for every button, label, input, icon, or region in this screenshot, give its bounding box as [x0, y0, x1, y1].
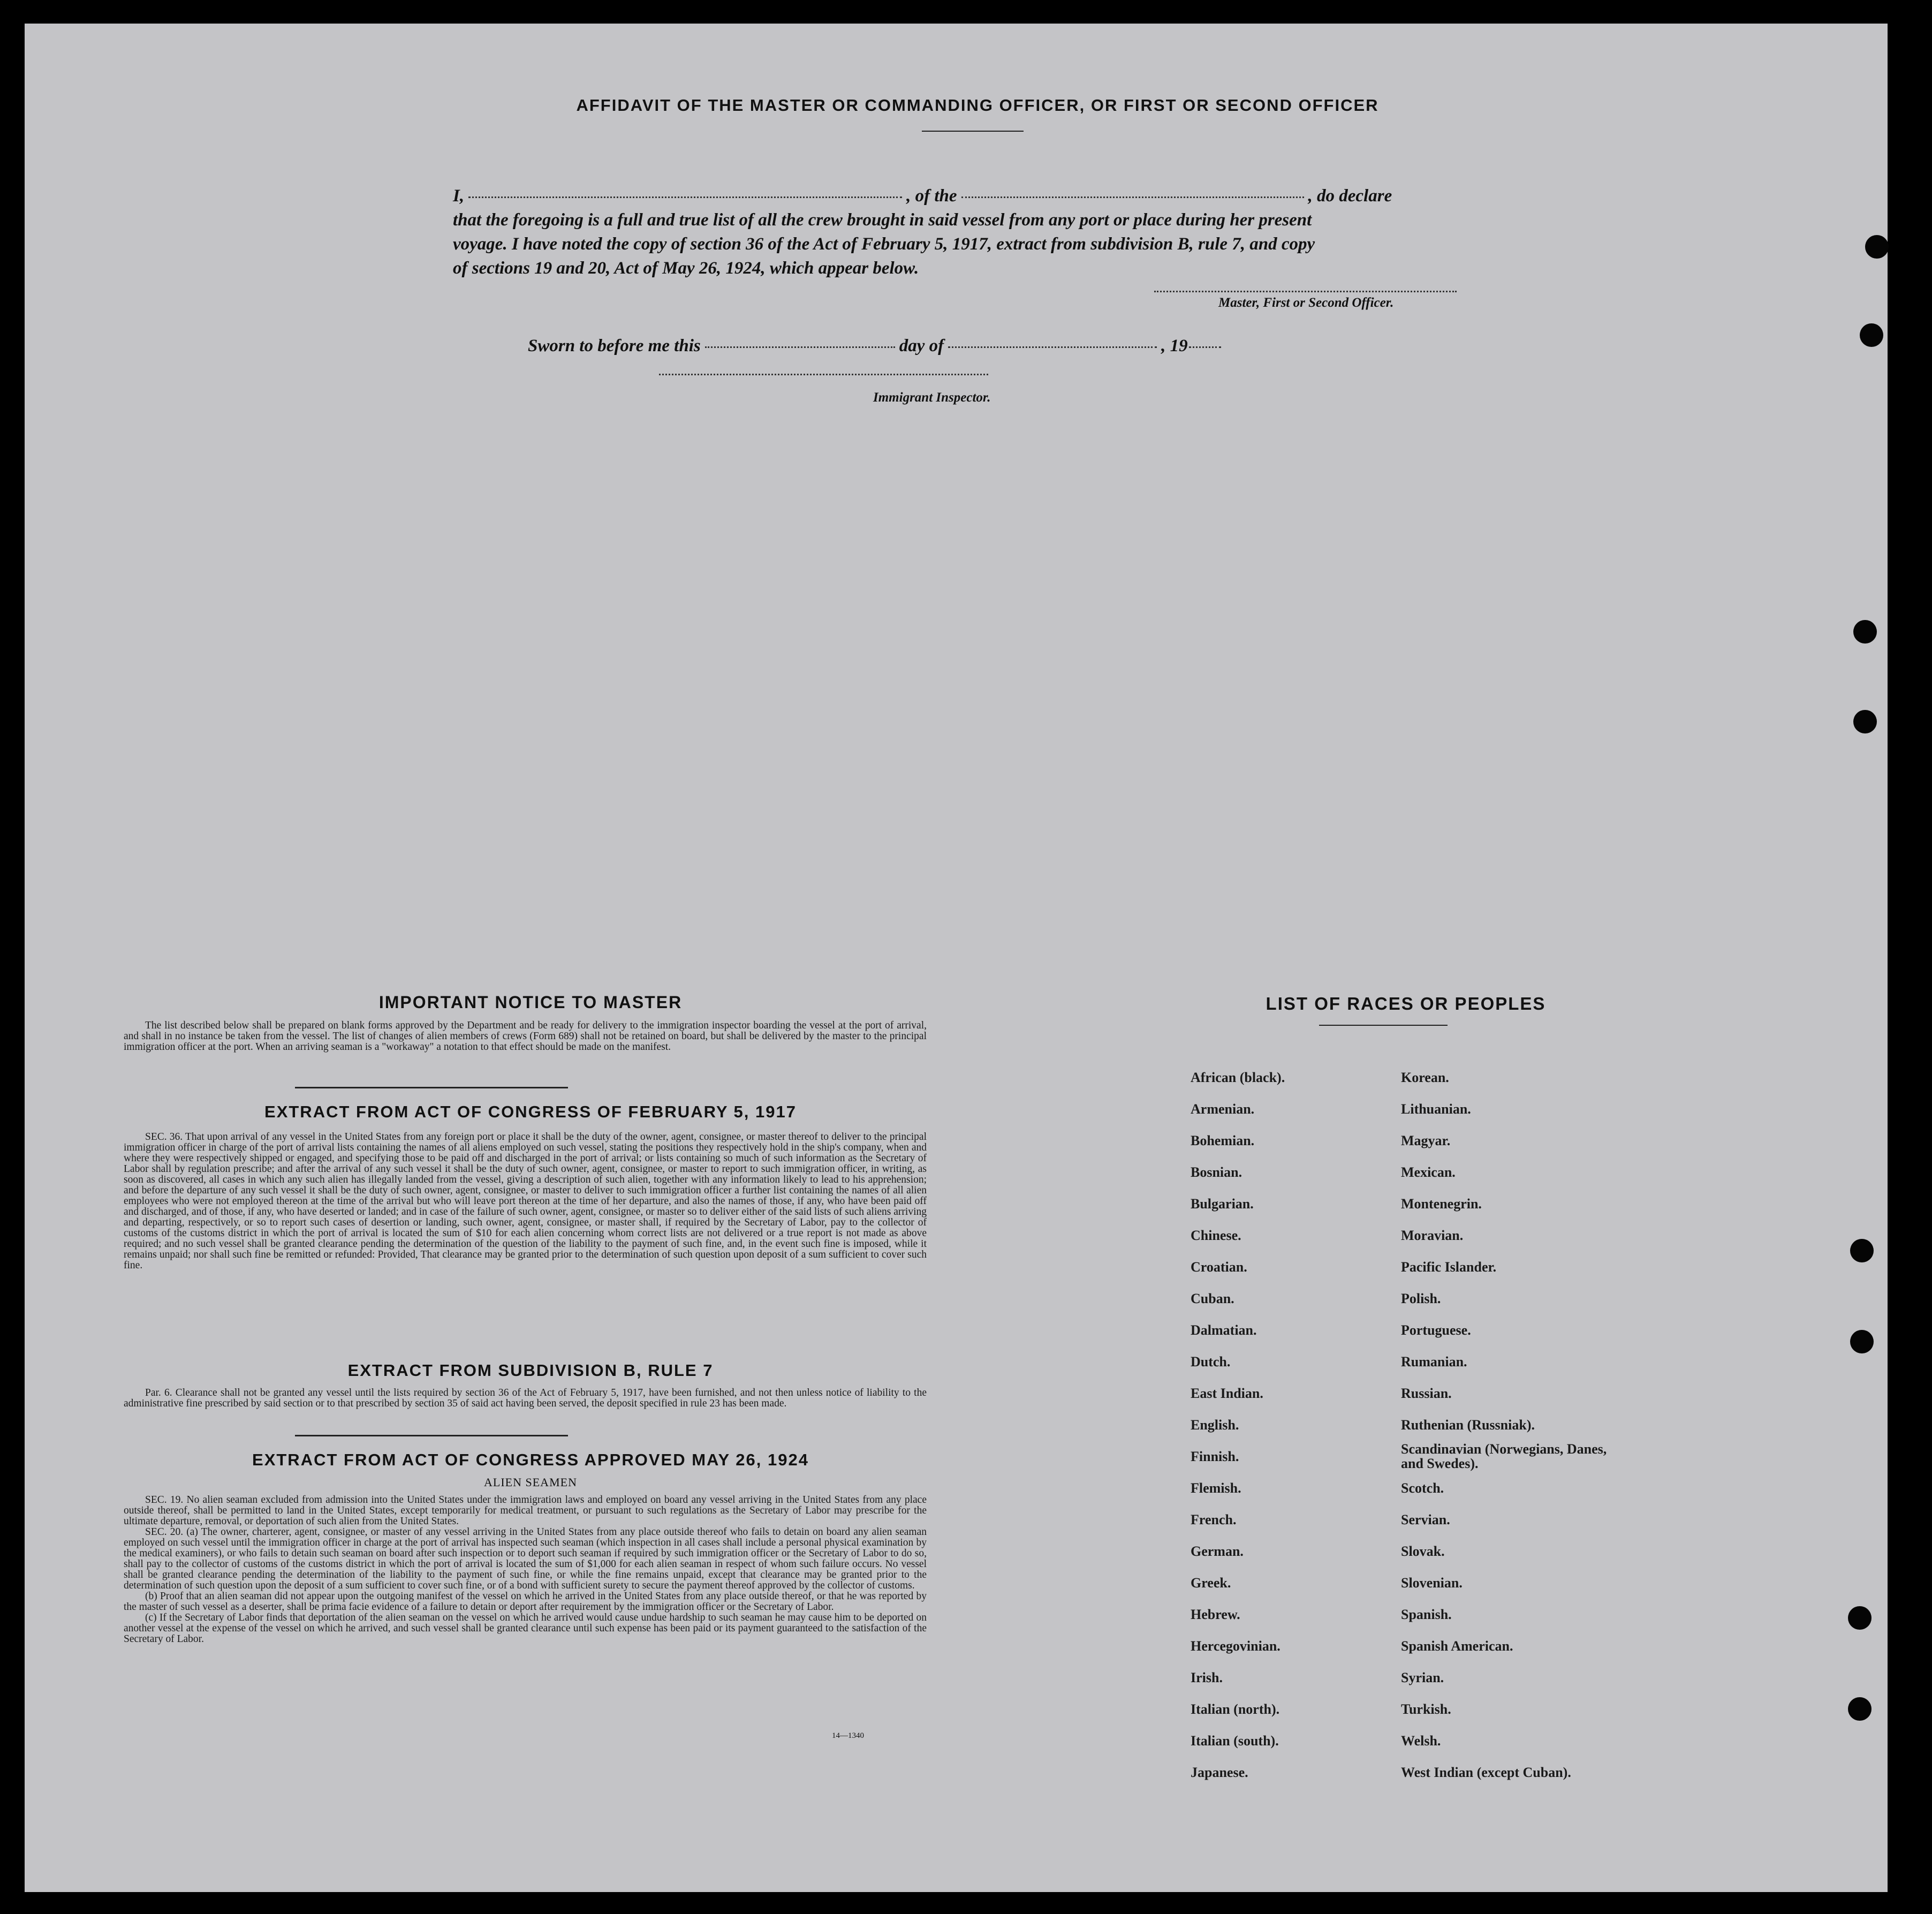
section-divider — [295, 1435, 568, 1436]
race-left: Italian (north). — [1191, 1701, 1280, 1717]
race-right: West Indian (except Cuban). — [1401, 1765, 1571, 1780]
race-right: Slovenian. — [1401, 1575, 1463, 1591]
race-right: Slovak. — [1401, 1544, 1445, 1559]
extract-1917-text: SEC. 36. That upon arrival of any vessel in the United States from any foreign port or place it shall be the duty of the owner, agent, consignee, or master thereof to deliver to the principal immigration officer in charge of the port of arrival lists containing the names of all aliens employed on such vessel, stating the positions they respectively hold in the ship's company, when and where they were respectively shipped or engaged, and specifying those to be paid off and discharged in the port of arrival; or lists containing so much of such information as the Secretary of Labor shall by regulation prescribe; and after the arrival of any such vessel it shall be the duty of such owner, agent, consignee, or master to report to such immigration officer, in writing, as soon as discovered, all cases in which any such alien has illegally landed from the vessel, giving a description of such alien, together with any information likely to lead to his apprehension; and before the departure of any such vessel it shall be the duty of such owner, agent, consignee, or master to deliver to such immigration officer a further list containing the names of all alien employees who were not employed thereon at the time of the arrival but who will leave port thereon at the time of her departure, and also the names of those, if any, who have been paid off and discharged, and of those, if any, who have deserted or landed; and in case of the failure of such owner, agent, consignee, or master so to deliver either of the said lists of such aliens arriving and departing, respectively, or so to report such cases of desertion or landing, such owner, agent, consignee, or master shall, if required by the Secretary of Labor, pay to the collector of customs of the customs district in which the port of arrival is located the sum of $10 for each alien concerning whom correct lists are not delivered or a true report is not made as above required; and no such vessel shall be granted clearance pending the determination of the question of the liability to the payment of such fine, and, in the event such fine is imposed, while it remains unpaid; nor shall such fine be remitted or refunded: Provided, That clearance may be granted prior to the determination of such question upon deposit of a sum sufficient to cover such fine. — [124, 1131, 927, 1271]
binder-hole — [1850, 1330, 1874, 1353]
race-left: Dalmatian. — [1191, 1322, 1257, 1338]
day-of-label: day of — [899, 336, 944, 355]
affidavit-line-2: that the foregoing is a full and true list of all the crew brought in said vessel from any port or place during her present — [453, 210, 1312, 230]
do-declare-label: , do declare — [1308, 186, 1392, 206]
race-right: Scandinavian (Norwegians, Danes, and Swedes). — [1401, 1441, 1607, 1471]
race-left: Armenian. — [1191, 1101, 1255, 1117]
form-number: 14—1340 — [832, 1731, 864, 1740]
race-left: French. — [1191, 1512, 1237, 1527]
race-right: Ruthenian (Russniak). — [1401, 1417, 1535, 1433]
race-left: English. — [1191, 1417, 1239, 1433]
binder-hole — [1853, 710, 1877, 733]
binder-hole — [1848, 1606, 1872, 1630]
sec20a-text: SEC. 20. (a) The owner, charterer, agent, consignee, or master of any vessel arriving in the United States from any place outside thereof who fails to detain on board any alien seaman employed on such vessel until the immigration officer in charge at the port of arrival has inspected such seaman (which inspection in all cases shall include a personal physical examination by the medical examiners), or who fails to detain such seaman on board after such inspection or to deport such seaman if required by such immigration officer or the Secretary of Labor to do so, shall pay to the collector of customs of the customs district in which the port of arrival is located the sum of $1,000 for each alien seaman in respect of whom such failure occurs. No vessel shall be granted clearance pending the determination of the liability to the payment of such fine, or while the fine remains unpaid, except that clearance may be granted prior to the determination of such question upon the deposit of a sum sufficient to cover such fine, or of a bond with sufficient surety to secure the payment thereof approved by the collector of customs. — [124, 1526, 927, 1591]
sec20c-text: (c) If the Secretary of Labor finds that deportation of the alien seaman on the vessel on which he arrived would cause undue hardship to such seaman he may cause him to be deported on another vessel at the expense of the vessel on which he arrived, and such vessel shall be granted clearance until such expense has been paid or its payment guaranteed to the satisfaction of the Secretary of Labor. — [124, 1612, 927, 1645]
declaration-line — [453, 184, 1524, 208]
race-left: Chinese. — [1191, 1228, 1241, 1243]
alien-seamen-subtitle: ALIEN SEAMEN — [484, 1476, 577, 1489]
binder-hole — [1853, 620, 1877, 644]
race-left: Bulgarian. — [1191, 1196, 1254, 1212]
race-right: Magyar. — [1401, 1133, 1451, 1148]
extract-rule7-text: Par. 6. Clearance shall not be granted any vessel until the lists required by section 36 of the Act of February 5, 1917, have been furnished, and not then unless notice of liability to the administrative fine prescribed by said section or to that prescribed by section 35 of said act having been served, the deposit specified in rule 23 has been made. — [124, 1387, 927, 1409]
sworn-line — [453, 334, 1524, 358]
extract-1917-title: EXTRACT FROM ACT OF CONGRESS OF FEBRUARY 5, 1917 — [264, 1102, 797, 1121]
inspector-signature-field[interactable] — [659, 374, 988, 375]
title-underline — [922, 131, 1024, 132]
notice-title: IMPORTANT NOTICE TO MASTER — [378, 993, 683, 1012]
race-right: Turkish. — [1401, 1701, 1451, 1717]
binder-hole — [1848, 1697, 1872, 1721]
sworn-month-field[interactable] — [948, 346, 1157, 348]
race-left: Hebrew. — [1191, 1607, 1240, 1622]
race-left: Flemish. — [1191, 1480, 1241, 1496]
affidavit-title: AFFIDAVIT OF THE MASTER OR COMMANDING OFFICER, OR FIRST OR SECOND OFFICER — [576, 96, 1379, 115]
notice-text: The list described below shall be prepared on blank forms approved by the Department and be ready for delivery to the immigration inspector boarding the vessel at the port of arrival, and shall in no instance be taken from the vessel. The list of changes of alien members of crews (Form 689) shall not be retained on board, but shall be delivered by the master to the principal immigration officer at the port. When an arriving seaman is a "workaway" a notation to that effect should be made on the manifest. — [124, 1020, 927, 1053]
affidavit-line-4: of sections 19 and 20, Act of May 26, 1924, which appear below. — [453, 259, 919, 278]
year-prefix: , 19 — [1161, 336, 1188, 355]
race-right: Mexican. — [1401, 1164, 1456, 1180]
race-right: Spanish. — [1401, 1607, 1452, 1622]
extract-1924-title: EXTRACT FROM ACT OF CONGRESS APPROVED MAY 26, 1924 — [252, 1450, 809, 1469]
race-left: Greek. — [1191, 1575, 1231, 1591]
race-right: Welsh. — [1401, 1733, 1441, 1749]
race-left: Japanese. — [1191, 1765, 1248, 1780]
race-left: Cuban. — [1191, 1291, 1234, 1306]
sworn-label: Sworn to before me this — [528, 336, 701, 355]
race-right: Montenegrin. — [1401, 1196, 1482, 1212]
race-right: Portuguese. — [1401, 1322, 1471, 1338]
sworn-day-field[interactable] — [705, 346, 895, 348]
of-the-label: , of the — [906, 186, 957, 206]
section-divider — [295, 1087, 568, 1088]
race-right: Scotch. — [1401, 1480, 1444, 1496]
race-left: Dutch. — [1191, 1354, 1231, 1370]
master-caption: Master, First or Second Officer. — [1218, 296, 1394, 310]
race-left: Italian (south). — [1191, 1733, 1279, 1749]
sworn-year-field[interactable] — [1189, 346, 1221, 348]
race-right: Russian. — [1401, 1386, 1452, 1401]
binder-hole — [1850, 1239, 1874, 1262]
race-right: Syrian. — [1401, 1670, 1444, 1685]
race-right: Rumanian. — [1401, 1354, 1467, 1370]
binder-hole — [1860, 323, 1883, 347]
race-right: Spanish American. — [1401, 1638, 1513, 1654]
race-right: Moravian. — [1401, 1228, 1464, 1243]
affidavit-body — [453, 184, 1524, 281]
race-left: Irish. — [1191, 1670, 1223, 1685]
declarant-prefix: I, — [453, 186, 465, 206]
form-page — [25, 24, 1888, 1892]
extract-rule7-title: EXTRACT FROM SUBDIVISION B, RULE 7 — [347, 1361, 714, 1380]
affidavit-line-3: voyage. I have noted the copy of section 36 of the Act of February 5, 1917, extract from subdivision B, rule 7, and copy — [453, 234, 1315, 254]
inspector-caption: Immigrant Inspector. — [873, 390, 991, 405]
master-signature-field[interactable] — [1154, 291, 1457, 292]
vessel-name-field[interactable] — [961, 196, 1304, 198]
race-left: African (black). — [1191, 1070, 1285, 1085]
race-left: Bohemian. — [1191, 1133, 1255, 1148]
races-underline — [1319, 1025, 1448, 1026]
race-right: Polish. — [1401, 1291, 1441, 1306]
race-right: Lithuanian. — [1401, 1101, 1471, 1117]
race-left: East Indian. — [1191, 1386, 1263, 1401]
extract-1924-text — [124, 1495, 927, 1645]
race-left: Hercegovinian. — [1191, 1638, 1281, 1654]
sec20b-text: (b) Proof that an alien seaman did not appear upon the outgoing manifest of the vessel on which he arrived in the United States from any place outside thereof, or that he was reported by the master of such vessel as a deserter, shall be prima facie evidence of a failure to detain or deport after requirement by the immigration officer or the Secretary of Labor. — [124, 1591, 927, 1613]
race-right: Korean. — [1401, 1070, 1449, 1085]
binder-hole — [1865, 235, 1889, 259]
race-right: Servian. — [1401, 1512, 1450, 1527]
race-left: Finnish. — [1191, 1449, 1239, 1464]
race-right: Pacific Islander. — [1401, 1259, 1497, 1275]
declarant-name-field[interactable] — [468, 196, 902, 198]
race-left: Bosnian. — [1191, 1164, 1242, 1180]
races-title: LIST OF RACES OR PEOPLES — [1266, 994, 1546, 1013]
race-left: Croatian. — [1191, 1259, 1247, 1275]
sec19-text: SEC. 19. No alien seaman excluded from admission into the United States under the immigration laws and employed on board any vessel arriving in the United States from any place outside thereof, shall be permitted to land in the United States, except temporarily for medical treatment, or pursuant to such regulations as the Secretary of Labor may prescribe for the ultimate departure, removal, or deportation of such alien from the United States. — [124, 1494, 927, 1527]
race-left: German. — [1191, 1544, 1244, 1559]
